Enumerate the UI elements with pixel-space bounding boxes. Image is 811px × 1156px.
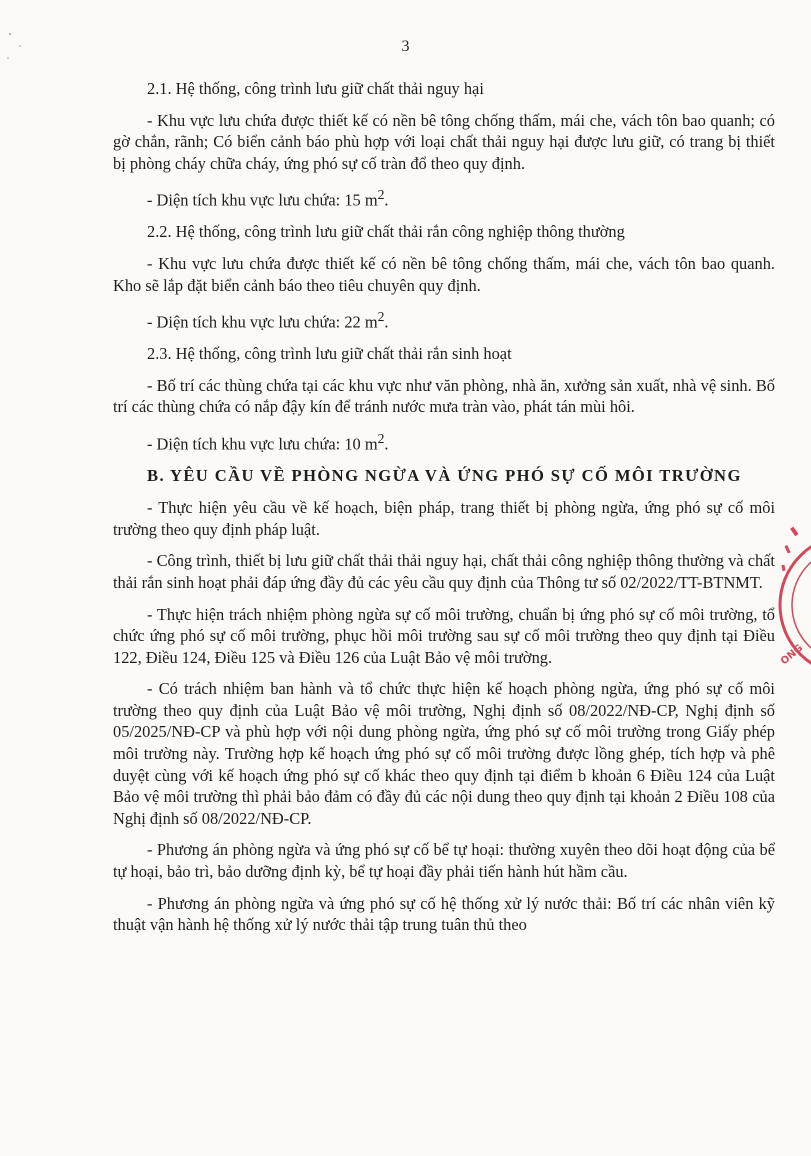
area-end: . [384,434,389,454]
section-b-heading: B. YÊU CẦU VỀ PHÒNG NGỪA VÀ ỨNG PHÓ SỰ CỐ MÔI TRƯỜNG [147,466,742,486]
area-end: . [384,190,389,210]
area-text: - Diện tích khu vực lưu chứa: 10 m [147,434,378,454]
section-2-1-heading: 2.1. Hệ thống, công trình lưu giữ chất thải nguy hại [147,79,484,98]
paragraph: - Bố trí các thùng chứa tại các khu vực như văn phòng, nhà ăn, xưởng sản xuất, nhà vệ sinh. Bố trí các thùng chứa có nắp đậy kín để tránh nước mưa tràn vào, phát tán mùi hôi. [113,375,775,417]
area-text: - Diện tích khu vực lưu chứa: 15 m [147,190,378,210]
area-line [113,306,775,333]
paragraph: - Thực hiện yêu cầu về kế hoạch, biện pháp, trang thiết bị phòng ngừa, ứng phó sự cố môi trường theo quy định pháp luật. [113,498,775,539]
section-2-3-heading: 2.3. Hệ thống, công trình lưu giữ chất thải rắn sinh hoạt [147,344,512,364]
paragraph: - Phương án phòng ngừa và ứng phó sự cố bể tự hoại: thường xuyên theo dõi hoạt động của bể tự hoại, bảo trì, bảo dưỡng định kỳ, bể tự hoại đầy phải tiến hành hút hầm cầu. [113,840,775,882]
paragraph: - Công trình, thiết bị lưu giữ chất thải thải nguy hại, chất thải công nghiệp thông thường và chất thải rắn sinh hoạt phải đáp ứng đầy đủ các yêu cầu quy định của Thông tư số 02/2022/TT-BTNMT. [113,551,775,592]
paragraph: - Thực hiện trách nhiệm phòng ngừa sự cố môi trường, chuẩn bị ứng phó sự cố môi trường, tổ chức ứng phó sự cố môi trường, phục hồi môi trường sau sự cố môi trường theo quy định tại Điều 122, Điều 124, Điều 125 và Điều 126 của Luật Bảo vệ môi trường. [113,604,775,667]
paragraph: - Khu vực lưu chứa được thiết kế có nền bê tông chống thấm, mái che, vách tôn bao quanh; có gờ chắn, rãnh; Có biển cảnh báo phù hợp với loại chất thải nguy hại được lưu giữ, có trang bị thiết bị phòng cháy chữa cháy, ứng phó sự cố tràn đổ theo quy định. [113,110,775,173]
area-line [113,428,775,455]
seal-marks [781,527,798,572]
area-text: - Diện tích khu vực lưu chứa: 22 m [147,312,378,332]
area-unit-exponent: 2 [377,431,385,447]
document-body [113,78,775,946]
section-2-2-heading: 2.2. Hệ thống, công trình lưu giữ chất thải rắn công nghiệp thông thường [147,222,625,242]
seal-text-fragment: ONG [778,642,806,668]
paragraph: - Phương án phòng ngừa và ứng phó sự cố hệ thống xử lý nước thải: Bố trí các nhân viên kỹ thuật vận hành hệ thống xử lý nước thải tập trung tuân thủ theo [113,893,775,935]
paragraph: - Khu vực lưu chứa được thiết kế có nền bê tông chống thấm, mái che, vách tôn bao quanh. Kho sẽ lắp đặt biển cảnh báo theo tiêu chuyên quy định. [113,254,775,295]
red-seal-stamp-fragment [770,505,811,705]
area-end: . [384,312,389,332]
area-line [113,184,775,211]
area-unit-exponent: 2 [377,309,385,325]
paragraph: - Có trách nhiệm ban hành và tổ chức thực hiện kế hoạch phòng ngừa, ứng phó sự cố môi trường theo quy định của Luật Bảo vệ môi trường, Nghị định số 08/2022/NĐ-CP, Nghị định số 05/2025/NĐ-CP và phù hợp với nội dung phòng ngừa, ứng phó sự cố môi trường trong Giấy phép môi trường này. Trường hợp kế hoạch ứng phó sự cố môi trường được lồng ghép, tích hợp và phê duyệt cùng với kế hoạch ứng phó sự cố khác theo quy định tại điểm b khoản 6 Điều 124 của Luật Bảo vệ môi trường thì phải bảo đảm có đầy đủ các nội dung theo quy định tại khoản 2 Điều 108 của Nghị định số 08/2022/NĐ-CP. [113,679,775,828]
area-unit-exponent: 2 [377,187,385,203]
page-number: 3 [401,38,410,55]
